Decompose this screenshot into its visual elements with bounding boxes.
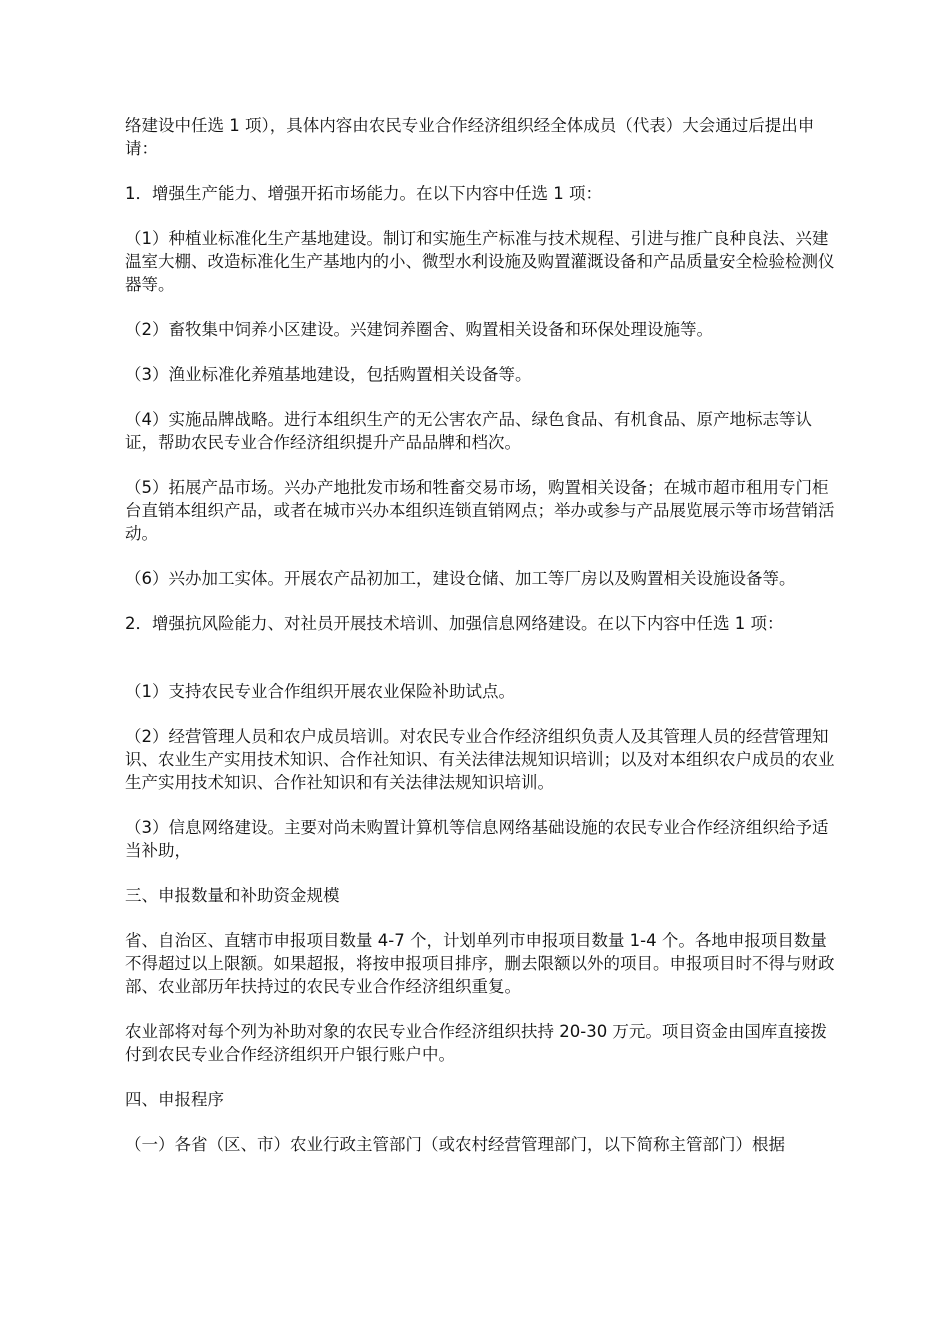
document-body bbox=[125, 114, 837, 1156]
paragraph-procedure-1: （一）各省（区、市）农业行政主管部门（或农村经营管理部门，以下简称主管部门）根据 bbox=[125, 1135, 785, 1154]
paragraph-funding: 农业部将对每个列为补助对象的农民专业合作经济组织扶持 20-30 万元。项目资金由国库直接拨付到农民专业合作经济组织开户银行账户中。 bbox=[125, 1022, 827, 1064]
paragraph-item-2-3: （3）信息网络建设。主要对尚未购置计算机等信息网络基础设施的农民专业合作经济组织给予适当补助， bbox=[125, 818, 829, 860]
paragraph-item-1-3: （3）渔业标准化养殖基地建设，包括购置相关设备等。 bbox=[125, 365, 532, 384]
paragraph-intro-continuation: 络建设中任选 1 项），具体内容由农民专业合作经济组织经全体成员（代表）大会通过后提出申请： bbox=[125, 116, 815, 158]
paragraph-item-1-6: （6）兴办加工实体。开展农产品初加工，建设仓储、加工等厂房以及购置相关设施设备等。 bbox=[125, 569, 796, 588]
paragraph-item-1-heading: 1．增强生产能力、增强开拓市场能力。在以下内容中任选 1 项： bbox=[125, 184, 602, 203]
paragraph-item-1-4: （4）实施品牌战略。进行本组织生产的无公害农产品、绿色食品、有机食品、原产地标志等认证，帮助农民专业合作经济组织提升产品品牌和档次。 bbox=[125, 410, 812, 452]
paragraph-item-2-heading: 2．增强抗风险能力、对社员开展技术培训、加强信息网络建设。在以下内容中任选 1 项： bbox=[125, 614, 784, 633]
paragraph-item-1-2: （2）畜牧集中饲养小区建设。兴建饲养圈舍、购置相关设备和环保处理设施等。 bbox=[125, 320, 713, 339]
paragraph-item-1-1: （1）种植业标准化生产基地建设。制订和实施生产标准与技术规程、引进与推广良种良法、兴建温室大棚、改造标准化生产基地内的小、微型水利设施及购置灌溉设备和产品质量安全检验检测仪器等。 bbox=[125, 229, 835, 294]
paragraph-item-2-1: （1）支持农民专业合作组织开展农业保险补助试点。 bbox=[125, 682, 515, 701]
paragraph-item-1-5: （5）拓展产品市场。兴办产地批发市场和牲畜交易市场，购置相关设备；在城市超市租用专门柜台直销本组织产品，或者在城市兴办本组织连锁直销网点；举办或参与产品展览展示等市场营销活动。 bbox=[125, 478, 835, 543]
paragraph-item-2-2: （2）经营管理人员和农户成员培训。对农民专业合作经济组织负责人及其管理人员的经营管理知识、农业生产实用技术知识、合作社知识、有关法律法规知识培训；以及对本组织农户成员的农业生产实用技术知识、合作社知识和有关法律法规知识培训。 bbox=[125, 727, 835, 792]
section-heading-3: 三、申报数量和补助资金规模 bbox=[125, 886, 340, 905]
section-heading-4: 四、申报程序 bbox=[125, 1090, 224, 1109]
paragraph-quota: 省、自治区、直辖市申报项目数量 4-7 个，计划单列市申报项目数量 1-4 个。各地申报项目数量不得超过以上限额。如果超报，将按申报项目排序，删去限额以外的项目。申报项目时不得与财政部、农业部历年扶持过的农民专业合作经济组织重复。 bbox=[125, 931, 835, 996]
